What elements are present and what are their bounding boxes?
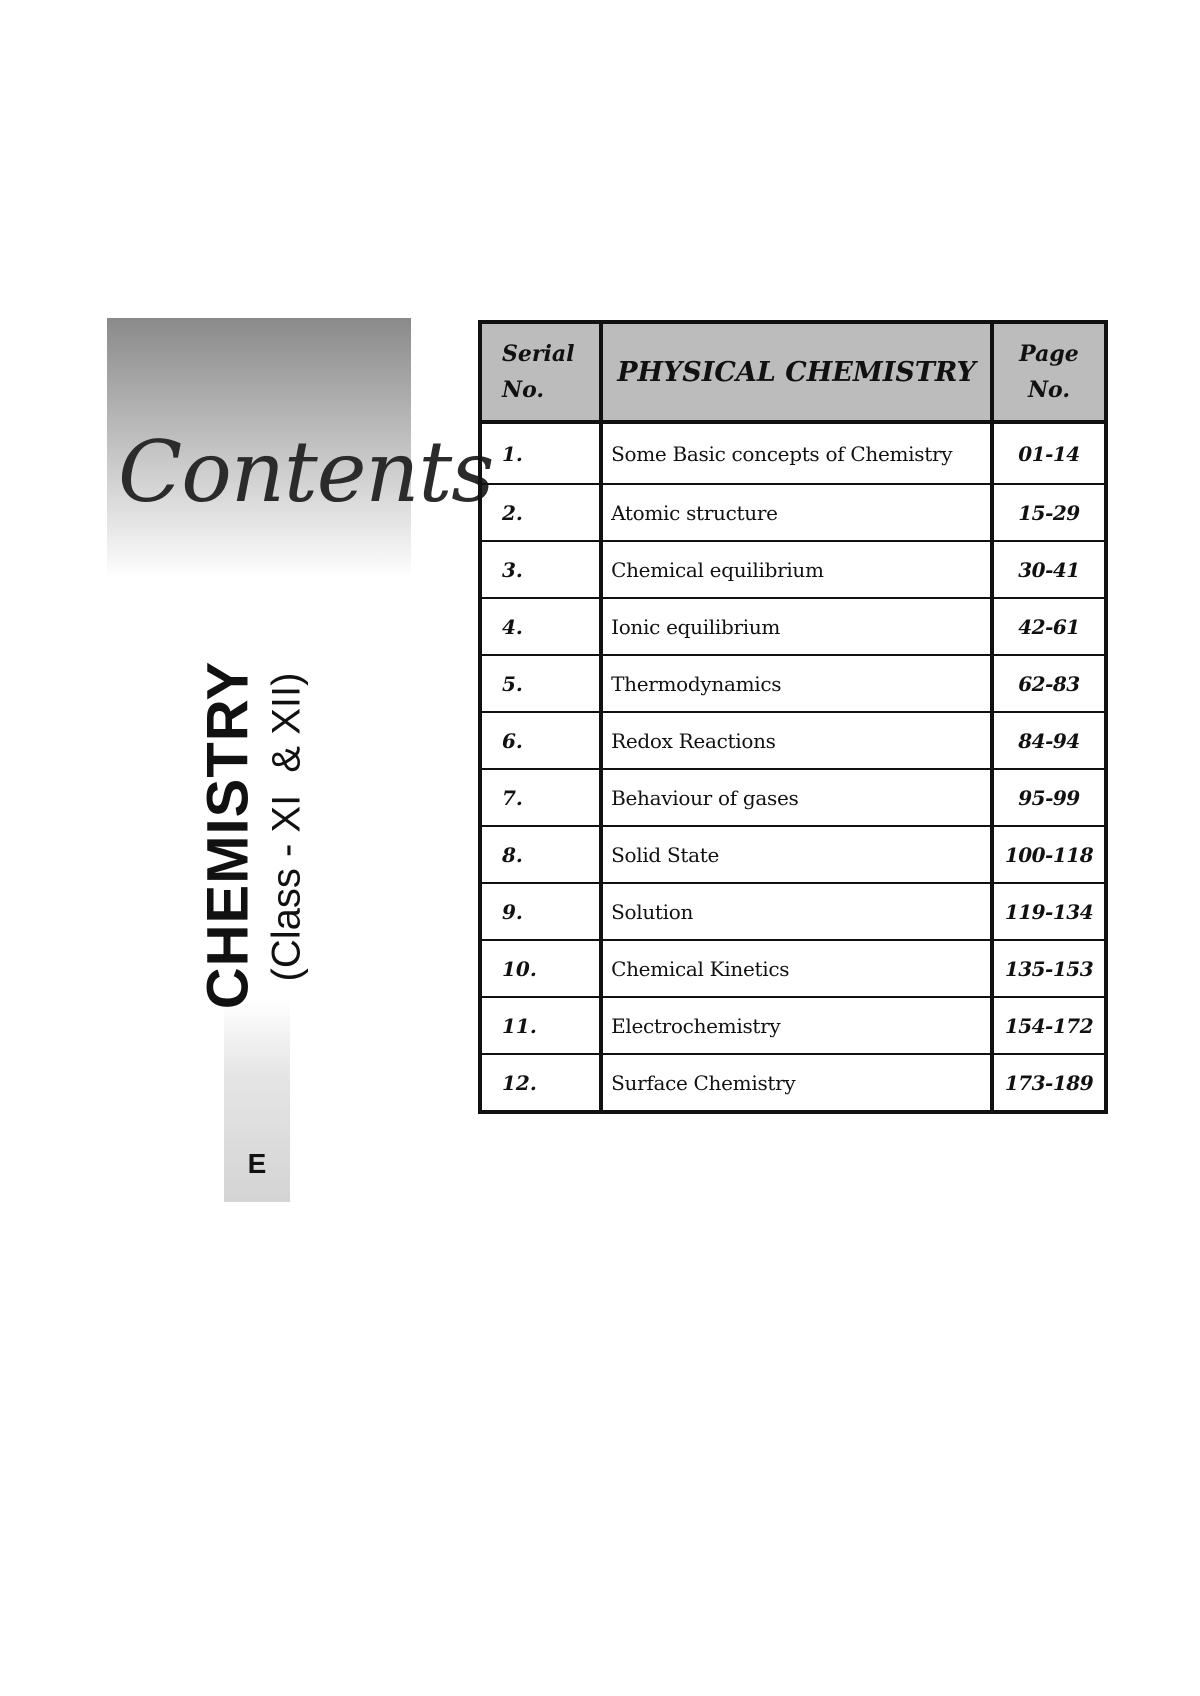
page-range-cell: 154-172 — [992, 997, 1106, 1054]
page-range-cell: 30-41 — [992, 541, 1106, 598]
table-row — [480, 883, 1106, 940]
chapter-cell: Thermodynamics — [601, 655, 992, 712]
page-header — [992, 322, 1106, 422]
chapter-cell: Surface Chemistry — [601, 1054, 992, 1112]
table-row — [480, 484, 1106, 541]
serial-cell: 9. — [480, 883, 601, 940]
serial-cell: 7. — [480, 769, 601, 826]
serial-cell: 3. — [480, 541, 601, 598]
table-row — [480, 655, 1106, 712]
table-row — [480, 769, 1106, 826]
chapter-cell: Ionic equilibrium — [601, 598, 992, 655]
serial-cell: 6. — [480, 712, 601, 769]
chapter-cell: Electrochemistry — [601, 997, 992, 1054]
table-row — [480, 997, 1106, 1054]
serial-header — [480, 322, 601, 422]
contents-title: Contents — [118, 423, 494, 521]
serial-cell: 4. — [480, 598, 601, 655]
section-header: PHYSICAL CHEMISTRY — [601, 322, 992, 422]
contents-table — [478, 320, 1108, 1114]
table-row — [480, 826, 1106, 883]
table-row — [480, 940, 1106, 997]
page-header-line1: Page — [1019, 341, 1079, 367]
serial-header-line1: Serial — [502, 341, 575, 367]
serial-header-line2: No. — [502, 377, 545, 403]
chapter-cell: Some Basic concepts of Chemistry — [601, 422, 992, 484]
serial-cell: 2. — [480, 484, 601, 541]
serial-cell: 10. — [480, 940, 601, 997]
table-row — [480, 598, 1106, 655]
table-row — [480, 541, 1106, 598]
chapter-cell: Chemical equilibrium — [601, 541, 992, 598]
page-range-cell: 119-134 — [992, 883, 1106, 940]
page-range-cell: 62-83 — [992, 655, 1106, 712]
page-header-line2: No. — [1027, 377, 1070, 403]
page-range-cell: 15-29 — [992, 484, 1106, 541]
chapter-cell: Atomic structure — [601, 484, 992, 541]
chapter-cell: Behaviour of gases — [601, 769, 992, 826]
serial-cell: 1. — [480, 422, 601, 484]
page-range-cell: 01-14 — [992, 422, 1106, 484]
table-header-row — [480, 322, 1106, 422]
serial-cell: 12. — [480, 1054, 601, 1112]
chapter-cell: Solution — [601, 883, 992, 940]
page-range-cell: 135-153 — [992, 940, 1106, 997]
edition-letter: E — [247, 1148, 267, 1179]
table-row — [480, 1054, 1106, 1112]
subject-title: CHEMISTRY — [195, 660, 261, 1010]
page-range-cell: 95-99 — [992, 769, 1106, 826]
page-range-cell: 84-94 — [992, 712, 1106, 769]
page-range-cell: 100-118 — [992, 826, 1106, 883]
chapter-cell: Solid State — [601, 826, 992, 883]
serial-cell: 8. — [480, 826, 601, 883]
page-range-cell: 173-189 — [992, 1054, 1106, 1112]
chapter-cell: Chemical Kinetics — [601, 940, 992, 997]
page-range-cell: 42-61 — [992, 598, 1106, 655]
chapter-cell: Redox Reactions — [601, 712, 992, 769]
table-row — [480, 712, 1106, 769]
table-row — [480, 422, 1106, 484]
serial-cell: 5. — [480, 655, 601, 712]
table-body — [480, 422, 1106, 1112]
serial-cell: 11. — [480, 997, 601, 1054]
class-label: (Class - XI & XII) — [264, 672, 309, 982]
